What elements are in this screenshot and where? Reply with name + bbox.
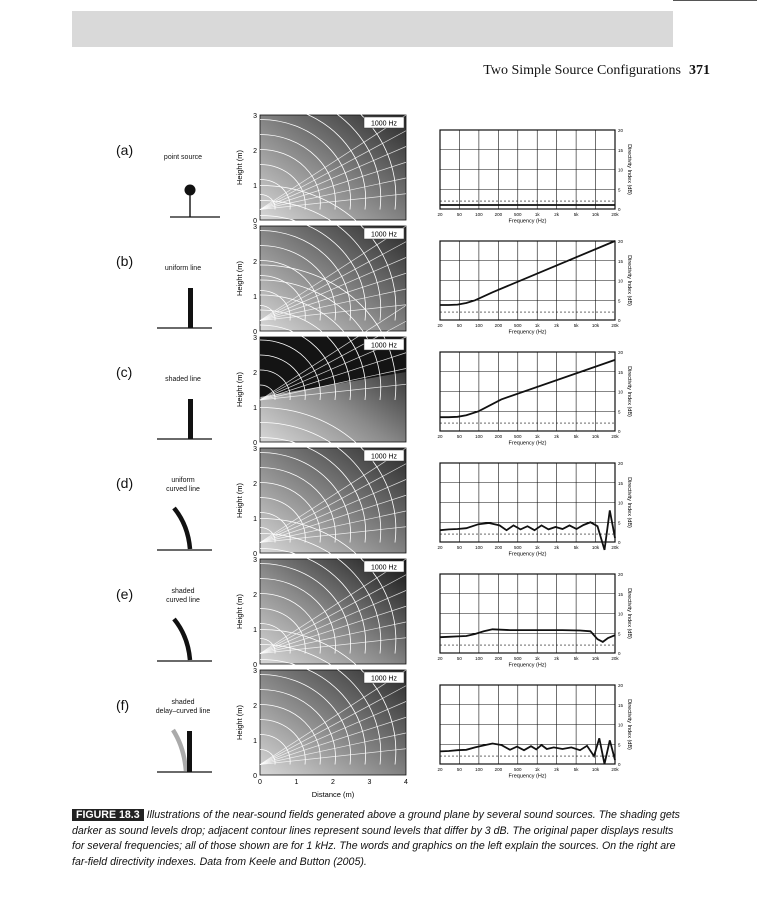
directivity-plot [428, 223, 632, 336]
contour-plot [233, 334, 433, 445]
figure-caption [72, 808, 680, 870]
directivity-xtick: 100 [475, 434, 483, 439]
contour-ytick: 2 [253, 703, 257, 710]
directivity-xtick: 20 [437, 656, 443, 661]
contour-ytick: 1 [253, 516, 257, 523]
directivity-ytick: 20 [618, 461, 624, 466]
contour-ytick: 0 [253, 329, 257, 336]
source-name-line: shaded [171, 699, 195, 706]
directivity-xtick: 50 [456, 767, 462, 772]
contour-ytick: 3 [253, 113, 257, 120]
contour-ytick: 3 [253, 557, 257, 564]
contour-xaxis [233, 775, 433, 805]
directivity-xlabel: Frequency (Hz) [508, 551, 547, 558]
source-icon [150, 556, 230, 667]
frequency-tag: 1000 Hz [370, 675, 398, 683]
directivity-xtick: 1k [534, 767, 540, 772]
directivity-xtick: 500 [514, 434, 522, 439]
source-icon [150, 445, 230, 556]
directivity-xtick: 5k [573, 434, 579, 439]
source-icon [150, 667, 230, 778]
caption-text: Illustrations of the near-sound fields generated above a ground plane by several sound sources. The shading gets darker as sound levels drop; adjacent contour lines represent sound levels that differ by 3 dB. The original paper displays results for several frequencies; all of those shown are for 1 kHz. The words and graphics on the left explain the sources. On the right are far-field directivity indexes. Data from Keele and Button (2005). [72, 809, 680, 868]
directivity-ytick: 0 [618, 318, 621, 323]
directivity-ytick: 0 [618, 429, 621, 434]
line-source-bar [187, 731, 192, 772]
contour-ylabel: Height (m) [235, 260, 244, 297]
panel-label: (e) [116, 586, 134, 602]
directivity-ylabel: Directivity Index (dB) [626, 144, 632, 195]
directivity-xtick: 10k [591, 767, 600, 772]
directivity-xtick: 20k [611, 767, 619, 772]
directivity-xtick: 5k [573, 656, 579, 661]
directivity-plot [428, 667, 632, 780]
directivity-xlabel: Frequency (Hz) [508, 773, 547, 780]
directivity-ytick: 10 [618, 722, 624, 728]
directivity-ytick: 15 [618, 147, 624, 153]
directivity-xlabel: Frequency (Hz) [508, 662, 547, 669]
directivity-xtick: 20k [611, 212, 619, 217]
directivity-xlabel: Frequency (Hz) [508, 440, 547, 447]
source-icon [150, 334, 230, 445]
point-source-dot [185, 185, 196, 196]
contour-ytick: 2 [253, 592, 257, 599]
source-name-line: shaded line [165, 376, 201, 383]
contour-ytick: 1 [253, 294, 257, 301]
directivity-xtick: 50 [456, 656, 462, 661]
contour-ytick: 2 [253, 481, 257, 488]
page-edge-rule [673, 0, 757, 1]
curved-source-line [174, 508, 190, 549]
contour-ytick: 2 [253, 259, 257, 266]
directivity-xtick: 5k [573, 323, 579, 328]
directivity-ytick: 0 [618, 651, 621, 656]
directivity-ytick: 20 [618, 128, 624, 133]
directivity-ytick: 5 [618, 631, 621, 637]
directivity-xlabel: Frequency (Hz) [508, 218, 547, 225]
source-name-line: shaded [171, 588, 195, 595]
directivity-ytick: 20 [618, 350, 624, 355]
contour-plot [233, 112, 433, 223]
contour-xtick: 3 [367, 779, 372, 786]
contour-ytick: 2 [253, 148, 257, 155]
directivity-xtick: 100 [475, 767, 483, 772]
directivity-ytick: 5 [618, 520, 621, 526]
directivity-xtick: 5k [573, 767, 579, 772]
figure-row [0, 112, 757, 223]
directivity-ytick: 15 [618, 369, 624, 375]
directivity-xtick: 20k [611, 323, 619, 328]
directivity-ytick: 0 [618, 207, 621, 212]
directivity-xtick: 500 [514, 767, 522, 772]
directivity-ytick: 10 [618, 500, 624, 506]
figure-row [0, 334, 757, 445]
directivity-xtick: 200 [494, 434, 503, 439]
directivity-ytick: 10 [618, 611, 624, 617]
contour-ytick: 1 [253, 183, 257, 190]
panel-label: (d) [116, 475, 134, 491]
contour-xtick: 4 [404, 779, 408, 786]
figure-row [0, 556, 757, 667]
directivity-xtick: 200 [494, 323, 503, 328]
directivity-ytick: 0 [618, 762, 621, 767]
directivity-xtick: 1k [534, 545, 540, 550]
directivity-ytick: 10 [618, 278, 624, 284]
directivity-xtick: 500 [514, 212, 522, 217]
directivity-ytick: 5 [618, 298, 621, 304]
directivity-xtick: 500 [514, 545, 522, 550]
contour-xtick: 2 [331, 779, 335, 786]
contour-ylabel: Height (m) [235, 149, 244, 186]
figure-row [0, 667, 757, 778]
directivity-xtick: 20k [611, 545, 619, 550]
source-name-line: uniform line [164, 265, 202, 272]
directivity-xtick: 50 [456, 545, 462, 550]
directivity-xtick: 1k [534, 323, 540, 328]
directivity-plot [428, 556, 632, 669]
directivity-xtick: 20 [437, 323, 443, 328]
directivity-xtick: 1k [534, 212, 540, 217]
figure-row [0, 223, 757, 334]
directivity-xtick: 200 [494, 767, 503, 772]
contour-ytick: 0 [253, 551, 257, 558]
figure-row [0, 445, 757, 556]
directivity-xtick: 20 [437, 545, 443, 550]
directivity-xtick: 20k [611, 656, 619, 661]
directivity-xtick: 200 [494, 212, 503, 217]
directivity-xtick: 2k [554, 545, 560, 550]
directivity-xtick: 500 [514, 656, 522, 661]
contour-plot [233, 667, 433, 778]
source-name-line: curved line [166, 486, 200, 493]
directivity-ytick: 5 [618, 409, 621, 415]
contour-ylabel: Height (m) [235, 704, 244, 741]
directivity-xtick: 2k [554, 212, 560, 217]
curved-source-line [174, 619, 190, 660]
frequency-tag: 1000 Hz [370, 453, 398, 461]
directivity-ytick: 20 [618, 683, 624, 688]
page-number: 371 [689, 63, 710, 78]
contour-xtick: 1 [294, 779, 299, 786]
directivity-xtick: 50 [456, 434, 462, 439]
contour-plot [233, 223, 433, 334]
directivity-xtick: 5k [573, 212, 579, 217]
contour-ytick: 3 [253, 224, 257, 231]
directivity-ytick: 5 [618, 187, 621, 193]
running-head-title: Two Simple Source Configurations [483, 63, 681, 78]
contour-ytick: 0 [253, 440, 257, 447]
contour-ytick: 3 [253, 668, 257, 675]
contour-ylabel: Height (m) [235, 593, 244, 630]
directivity-xtick: 20 [437, 212, 443, 217]
directivity-ytick: 15 [618, 702, 624, 708]
directivity-ylabel: Directivity Index (dB) [626, 366, 632, 417]
directivity-xtick: 100 [475, 545, 483, 550]
frequency-tag: 1000 Hz [370, 564, 398, 572]
directivity-ylabel: Directivity Index (dB) [626, 699, 632, 750]
directivity-xtick: 500 [514, 323, 522, 328]
contour-ytick: 3 [253, 335, 257, 342]
contour-ytick: 1 [253, 738, 257, 745]
directivity-xtick: 10k [591, 656, 600, 661]
directivity-xtick: 10k [591, 323, 600, 328]
header-band [72, 11, 673, 47]
contour-plot [233, 556, 433, 667]
directivity-xtick: 100 [475, 212, 483, 217]
source-name-line: point source [163, 154, 203, 161]
contour-ylabel: Height (m) [235, 371, 244, 408]
directivity-xtick: 1k [534, 434, 540, 439]
directivity-ytick: 10 [618, 167, 624, 173]
directivity-ytick: 15 [618, 591, 624, 597]
directivity-xtick: 200 [494, 656, 503, 661]
directivity-ylabel: Directivity Index (dB) [626, 588, 632, 639]
directivity-plot [428, 445, 632, 558]
directivity-xtick: 10k [591, 434, 600, 439]
contour-ytick: 2 [253, 370, 257, 377]
directivity-ytick: 5 [618, 742, 621, 748]
frequency-tag: 1000 Hz [370, 120, 398, 128]
contour-ytick: 3 [253, 446, 257, 453]
directivity-xtick: 10k [591, 545, 600, 550]
directivity-ytick: 15 [618, 258, 624, 264]
directivity-ytick: 15 [618, 480, 624, 486]
figure-label: FIGURE 18.3 [72, 809, 144, 821]
line-source-bar [188, 288, 193, 328]
directivity-xtick: 50 [456, 212, 462, 217]
source-name-line: delay–curved line [155, 708, 211, 715]
directivity-xtick: 2k [554, 656, 560, 661]
directivity-plot [428, 334, 632, 447]
panel-label: (b) [116, 253, 134, 269]
panel-label: (f) [116, 697, 130, 713]
directivity-ylabel: Directivity Index (dB) [626, 477, 632, 528]
directivity-plot [428, 112, 632, 225]
directivity-xtick: 1k [534, 656, 540, 661]
source-name-line: curved line [166, 597, 200, 604]
directivity-xtick: 2k [554, 323, 560, 328]
frequency-tag: 1000 Hz [370, 231, 398, 239]
contour-plot [233, 445, 433, 556]
directivity-ytick: 20 [618, 239, 624, 244]
directivity-xtick: 5k [573, 545, 579, 550]
directivity-ylabel: Directivity Index (dB) [626, 255, 632, 306]
contour-ylabel: Height (m) [235, 482, 244, 519]
directivity-xtick: 2k [554, 434, 560, 439]
directivity-xtick: 10k [591, 212, 600, 217]
source-name-line: uniform [171, 477, 195, 484]
directivity-xtick: 2k [554, 767, 560, 772]
contour-xlabel: Distance (m) [311, 790, 355, 799]
contour-ytick: 0 [253, 773, 257, 780]
directivity-xtick: 20 [437, 434, 443, 439]
directivity-xtick: 200 [494, 545, 503, 550]
directivity-xtick: 20k [611, 434, 619, 439]
directivity-xlabel: Frequency (Hz) [508, 329, 547, 336]
directivity-xtick: 50 [456, 323, 462, 328]
source-icon [150, 223, 230, 334]
panel-label: (a) [116, 142, 134, 158]
directivity-ytick: 20 [618, 572, 624, 577]
contour-ytick: 1 [253, 627, 257, 634]
contour-ytick: 1 [253, 405, 257, 412]
curved-delay-outline [173, 730, 186, 771]
panel-label: (c) [116, 364, 133, 380]
directivity-ytick: 10 [618, 389, 624, 395]
source-icon [150, 112, 230, 223]
directivity-xtick: 20 [437, 767, 443, 772]
line-source-bar [188, 399, 193, 439]
running-head [483, 63, 710, 79]
directivity-ytick: 0 [618, 540, 621, 545]
frequency-tag: 1000 Hz [370, 342, 398, 350]
directivity-xtick: 100 [475, 323, 483, 328]
contour-ytick: 0 [253, 662, 257, 669]
contour-ytick: 0 [253, 218, 257, 225]
directivity-xtick: 100 [475, 656, 483, 661]
contour-xtick: 0 [258, 779, 262, 786]
